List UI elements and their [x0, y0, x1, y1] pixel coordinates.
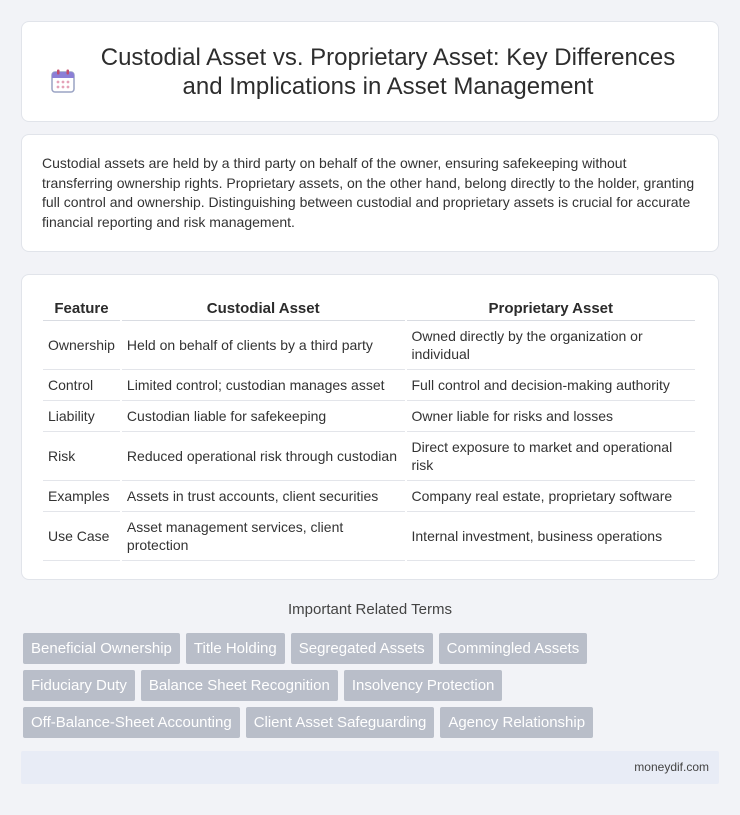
table-row — [43, 481, 695, 512]
row-custodial: Held on behalf of clients by a third party — [122, 321, 405, 370]
tag-fiduciary-duty[interactable]: Fiduciary Duty — [23, 670, 135, 701]
related-terms-title: Important Related Terms — [288, 601, 452, 618]
tag-beneficial-ownership[interactable]: Beneficial Ownership — [23, 633, 180, 664]
tag-title-holding[interactable]: Title Holding — [186, 633, 285, 664]
row-proprietary: Company real estate, proprietary software — [407, 481, 696, 512]
intro-paragraph: Custodial assets are held by a third party on behalf of the owner, ensuring safekeeping without transferring ownership rights. Proprietary assets, on the other hand, belong directly to the holder, granting full control and ownership. Distinguishing between custodial and proprietary assets is crucial for accurate financial reporting and risk management. — [42, 155, 695, 230]
table-row — [43, 512, 695, 561]
table-row — [43, 432, 695, 481]
row-proprietary: Owner liable for risks and losses — [407, 401, 696, 432]
row-proprietary: Direct exposure to market and operational risk — [407, 432, 696, 481]
tag-balance-sheet-recognition[interactable]: Balance Sheet Recognition — [141, 670, 338, 701]
row-feature: Liability — [43, 401, 120, 432]
tag-segregated-assets[interactable]: Segregated Assets — [291, 633, 433, 664]
row-custodial: Limited control; custodian manages asset — [122, 370, 405, 401]
header-proprietary: Proprietary Asset — [407, 295, 696, 321]
calendar-icon — [50, 68, 76, 94]
row-custodial: Custodian liable for safekeeping — [122, 401, 405, 432]
row-feature: Risk — [43, 432, 120, 481]
row-feature: Examples — [43, 481, 120, 512]
tag-insolvency-protection[interactable]: Insolvency Protection — [344, 670, 503, 701]
table-row — [43, 370, 695, 401]
row-feature: Control — [43, 370, 120, 401]
row-proprietary: Full control and decision-making authority — [407, 370, 696, 401]
intro-card — [21, 134, 719, 252]
footer — [21, 751, 719, 784]
row-feature: Ownership — [43, 321, 120, 370]
tag-client-asset-safeguarding[interactable]: Client Asset Safeguarding — [246, 707, 435, 738]
footer-site[interactable]: moneydif.com — [634, 760, 709, 774]
row-custodial: Assets in trust accounts, client securities — [122, 481, 405, 512]
header-feature: Feature — [43, 295, 120, 321]
row-proprietary: Internal investment, business operations — [407, 512, 696, 561]
header-custodial: Custodial Asset — [122, 295, 405, 321]
related-terms-tags — [23, 633, 723, 744]
title-wrap — [50, 43, 690, 101]
comparison-table — [41, 295, 697, 561]
tag-row — [23, 670, 723, 701]
title-card — [21, 21, 719, 122]
table-row — [43, 321, 695, 370]
table-header-row — [43, 295, 695, 321]
page-title: Custodial Asset vs. Proprietary Asset: Key Differences and Implications in Asset Management — [100, 43, 676, 100]
row-feature: Use Case — [43, 512, 120, 561]
comparison-card — [21, 274, 719, 580]
tag-off-balance-sheet-accounting[interactable]: Off-Balance-Sheet Accounting — [23, 707, 240, 738]
tag-agency-relationship[interactable]: Agency Relationship — [440, 707, 593, 738]
tag-row — [23, 707, 723, 738]
row-proprietary: Owned directly by the organization or individual — [407, 321, 696, 370]
tag-row — [23, 633, 723, 664]
table-row — [43, 401, 695, 432]
tag-commingled-assets[interactable]: Commingled Assets — [439, 633, 588, 664]
row-custodial: Reduced operational risk through custodian — [122, 432, 405, 481]
row-custodial: Asset management services, client protection — [122, 512, 405, 561]
